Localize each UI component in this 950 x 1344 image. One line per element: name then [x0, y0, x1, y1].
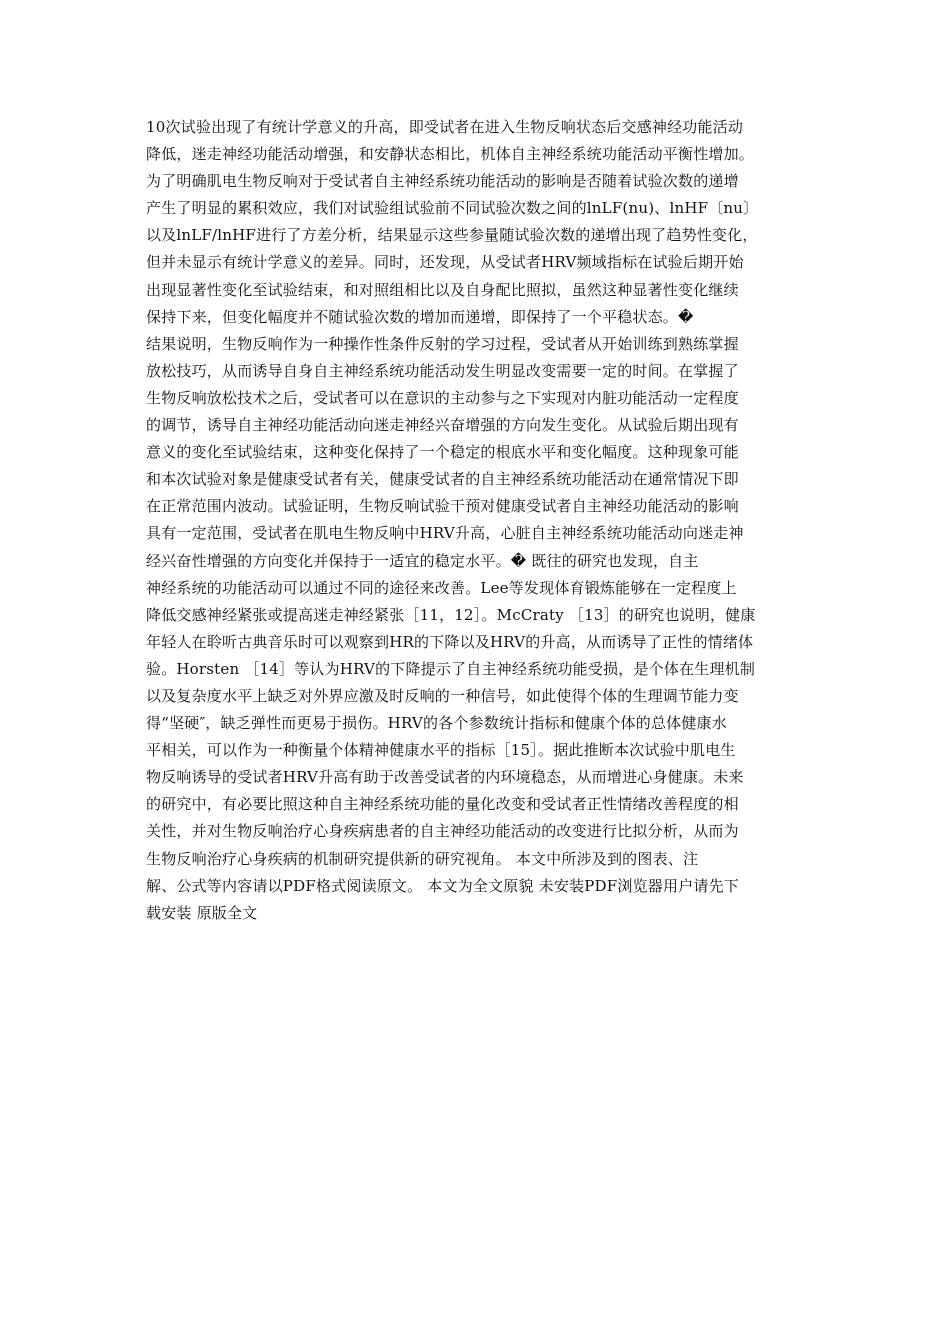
text-line: 关性，并对生物反响治疗心身疾病患者的自主神经功能活动的改变进行比拟分析，从而为 — [146, 822, 739, 841]
text-line: 为了明确肌电生物反响对于受试者自主神经系统功能活动的影响是否随着试验次数的递增 — [146, 172, 739, 191]
text-line: 神经系统的功能活动可以通过不同的途径来改善。Lee等发现体育锻炼能够在一定程度上 — [146, 578, 737, 597]
text-line: 产生了明显的累积效应，我们对试验组试验前不同试验次数之间的lnLF(nu)、lnHF〔nu〕 — [146, 199, 759, 218]
text-line: 载安装 原版全文 — [146, 903, 258, 922]
text-line: 放松技巧，从而诱导自身自主神经系统功能活动发生明显改变需要一定的时间。在掌握了 — [146, 361, 739, 380]
text-line: 出现显著性变化至试验结束，和对照组相比以及自身配比照拟，虽然这种显著性变化继续 — [146, 280, 739, 299]
text-line: 生物反响治疗心身疾病的机制研究提供新的研究视角。 本文中所涉及到的图表、注 — [146, 849, 699, 868]
text-line: 降低交感神经紧张或提高迷走神经紧张［11，12］。McCraty ［13］的研究也说明，健康 — [146, 605, 756, 624]
text-line: 生物反响放松技术之后，受试者可以在意识的主动参与之下实现对内脏功能活动一定程度 — [146, 388, 739, 407]
text-line: 意义的变化至试验结束，这种变化保持了一个稳定的根底水平和变化幅度。这种现象可能 — [146, 443, 739, 462]
text-line: 具有一定范围，受试者在肌电生物反响中HRV升高，心脏自主神经系统功能活动向迷走神 — [146, 524, 744, 543]
text-line: 解、公式等内容请以PDF格式阅读原文。 本文为全文原貌 未安装PDF浏览器用户请先下 — [146, 876, 739, 895]
text-line: 物反响诱导的受试者HRV升高有助于改善受试者的内环境稳态，从而增进心身健康。未来 — [146, 768, 744, 787]
text-line: 年轻人在聆听古典音乐时可以观察到HR的下降以及HRV的升高，从而诱导了正性的情绪体 — [146, 632, 754, 651]
body-text — [146, 114, 808, 927]
text-line: 10次试验出现了有统计学意义的升高，即受试者在进入生物反响状态后交感神经功能活动 — [146, 118, 744, 136]
text-line: 在正常范围内波动。试验证明，生物反响试验干预对健康受试者自主神经功能活动的影响 — [146, 497, 739, 516]
text-line: 结果说明，生物反响作为一种操作性条件反射的学习过程，受试者从开始训练到熟练掌握 — [146, 334, 739, 353]
text-line: 经兴奋性增强的方向变化并保持于一适宜的稳定水平。� 既往的研究也发现，自主 — [146, 551, 699, 570]
text-line: 以及复杂度水平上缺乏对外界应激及时反响的一种信号，如此使得个体的生理调节能力变 — [146, 686, 739, 705]
text-line: 的研究中，有必要比照这种自主神经系统功能的量化改变和受试者正性情绪改善程度的相 — [146, 795, 739, 814]
text-line: 但并未显示有统计学意义的差异。同时，还发现，从受试者HRV频域指标在试验后期开始 — [146, 253, 744, 272]
text-line: 以及lnLF/lnHF进行了方差分析，结果显示这些参量随试验次数的递增出现了趋势性变化， — [146, 226, 758, 245]
text-line: 保持下来，但变化幅度并不随试验次数的增加而递增，即保持了一个平稳状态。� — [146, 307, 694, 326]
text-line: 得“坚硬″，缺乏弹性而更易于损伤。HRV的各个参数统计指标和健康个体的总体健康水 — [146, 714, 727, 733]
text-line: 的调节，诱导自主神经功能活动向迷走神经兴奋增强的方向发生变化。从试验后期出现有 — [146, 416, 739, 435]
text-line: 验。Horsten ［14］等认为HRV的下降提示了自主神经系统功能受损，是个体在生理机制 — [146, 659, 756, 678]
text-line: 和本次试验对象是健康受试者有关，健康受试者的自主神经系统功能活动在通常情况下即 — [146, 470, 739, 489]
text-line: 降低，迷走神经功能活动增强，和安静状态相比，机体自主神经系统功能活动平衡性增加。 — [146, 145, 755, 164]
text-line: 平相关，可以作为一种衡量个体精神健康水平的指标［15］。据此推断本次试验中肌电生 — [146, 741, 736, 760]
